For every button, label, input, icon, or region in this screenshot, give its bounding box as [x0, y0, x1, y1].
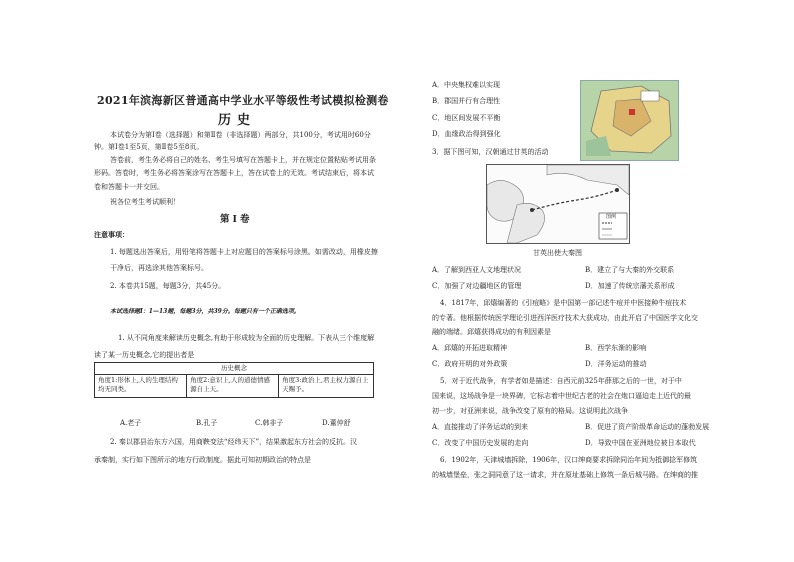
- table-cell: 角度3:政治上,君主权力源自上天赐予。: [279, 375, 374, 398]
- notice-line: 1. 每题选出答案后，用铅笔将答题卡上对应题目的答案标号涂黑。如需改动，用橡皮擦: [110, 248, 378, 256]
- q3-option: A．了解到西亚人文地理状况: [432, 266, 522, 274]
- intro-line: 本试卷分为第Ⅰ卷（选择题）和第Ⅱ卷（非选择题）两部分，共100分，考试用时60分: [110, 131, 371, 139]
- map-caption: 甘英出使大秦图: [533, 249, 582, 257]
- q6-stem: 6．1902年，天津城墙拆除，1906年，汉口绅商要求拆除同治年间为抵御捻军修筑: [440, 456, 698, 464]
- notice-line: 干净后，再选涂其他答案标号。: [110, 264, 208, 272]
- intro-line: 钟。第Ⅰ卷1至5页，第Ⅱ卷5至8页。: [94, 143, 204, 151]
- intro-line: 祝各位考生考试顺利！: [110, 198, 180, 206]
- table-cell: 角度1:形体上,人的生理结构均无同类。: [95, 375, 187, 398]
- map-legend-title: 图例: [606, 214, 617, 220]
- q5-option: A．直接推动了洋务运动的到来: [432, 423, 529, 431]
- q1-stem: 读了某一历史概念,它的提出者是: [94, 351, 195, 359]
- q6-stem: 的城墙堡垒，张之洞同意了这一请求，并在原址基础上修筑一条后城马路。在绅商的推: [432, 471, 698, 479]
- q2-option: D．血缘政治得到强化: [432, 130, 501, 138]
- q3-option: C．加强了对边疆地区的管理: [432, 282, 522, 290]
- intro-line: 形码。答卷时，考生务必将答案涂写在答题卡上，答在试卷上的无效。考试结束后，将本试: [94, 169, 374, 177]
- gan-ying-map-image: [486, 164, 630, 244]
- q4-option: D．洋务运动的推动: [585, 360, 647, 368]
- q2-option: C．地区间发展不平衡: [432, 114, 501, 122]
- q3-option: D．加速了传统宗藩关系形成: [585, 282, 675, 290]
- instruction-line: 本试选择题Ⅰ：1—13题，每题3分，共39分。每题只有一个正确选项。: [110, 308, 300, 315]
- intro-line: 答卷前，考生务必将自己的姓名、考生号填写在答题卡上，并在规定位置粘贴考试用条: [110, 156, 376, 164]
- q3-stem: 3．据下图可知，汉朝通过甘英的活动: [432, 148, 549, 156]
- q1-stem: 1. 从不同角度来解读历史概念,有助于形成较为全面的历史理解。下表从三个维度解: [118, 334, 375, 342]
- q5-option: D．导致中国在亚洲地位被日本取代: [585, 439, 696, 447]
- q4-option: C．政府开明的对外政策: [432, 360, 508, 368]
- q5-stem: 初一步，对亚洲来说，战争改变了原有的格局。这说明此次战争: [432, 407, 628, 415]
- q4-stem: 4．1817年，邱熺编著的《引痘略》是中国第一部记述牛痘并中医接种牛痘技术: [440, 299, 687, 307]
- q2-option: A．中央集权难以实现: [432, 81, 501, 89]
- q4-option: A．邱熺的开拓进取精神: [432, 344, 508, 352]
- q2-stem: 承秦制，实行如下图所示的地方行政制度。据此可知初期政治的特点是: [94, 456, 311, 464]
- concept-table: [94, 362, 374, 398]
- q1-option: C.韩非子: [255, 419, 284, 427]
- table-header: 历史概念: [95, 363, 374, 375]
- han-administrative-map-image: [580, 80, 679, 161]
- q2-option: B．郡国并行有合理性: [432, 97, 501, 105]
- intro-line: 卷和答题卡一并交回。: [94, 183, 164, 191]
- q5-stem: 国来说，这场战争是一块界碑，它标志着中世纪古老的社会在炮口逼迫走上近代的最: [432, 392, 691, 400]
- q1-option: A.老子: [120, 419, 142, 427]
- q5-stem: 5．对于近代战争，有学者如是描述：自西元前325年薛那之后的一世，对于中: [440, 377, 682, 385]
- notice-line: 2. 本卷共15题，每题3分，共45分。: [110, 282, 226, 290]
- q1-option: D.董仲舒: [322, 419, 351, 427]
- q3-option: B．建立了与大秦的外交联系: [585, 266, 675, 274]
- q4-stem: 融的端绪。邱熺获得成功的有利因素是: [432, 328, 551, 336]
- notice-label: 注意事项：: [94, 230, 129, 239]
- q5-option: C．改变了中国历史发展的走向: [432, 439, 529, 447]
- q4-option: B．西学东渐的影响: [585, 344, 647, 352]
- q5-option: B．促进了资产阶级革命运动的蓬勃发展: [585, 423, 710, 431]
- q2-stem: 2. 秦以郡县治东方六国，用商鞅变法“经纬天下”，结果激起东方社会的反抗。汉: [110, 438, 358, 446]
- section-title: 第Ⅰ卷: [220, 214, 253, 225]
- q4-stem: 的专著。他根据传统医学理论引进西洋医疗技术大获成功，由此开启了中国医学文化交: [432, 314, 698, 322]
- subject-title: 历史: [218, 113, 257, 128]
- page-title: 2021年滨海新区普通高中学业水平等级性考试模拟检测卷: [97, 94, 389, 107]
- table-cell: 角度2:意识上,人的道德情感源自上天。: [187, 375, 279, 398]
- q1-option: B.孔子: [196, 419, 218, 427]
